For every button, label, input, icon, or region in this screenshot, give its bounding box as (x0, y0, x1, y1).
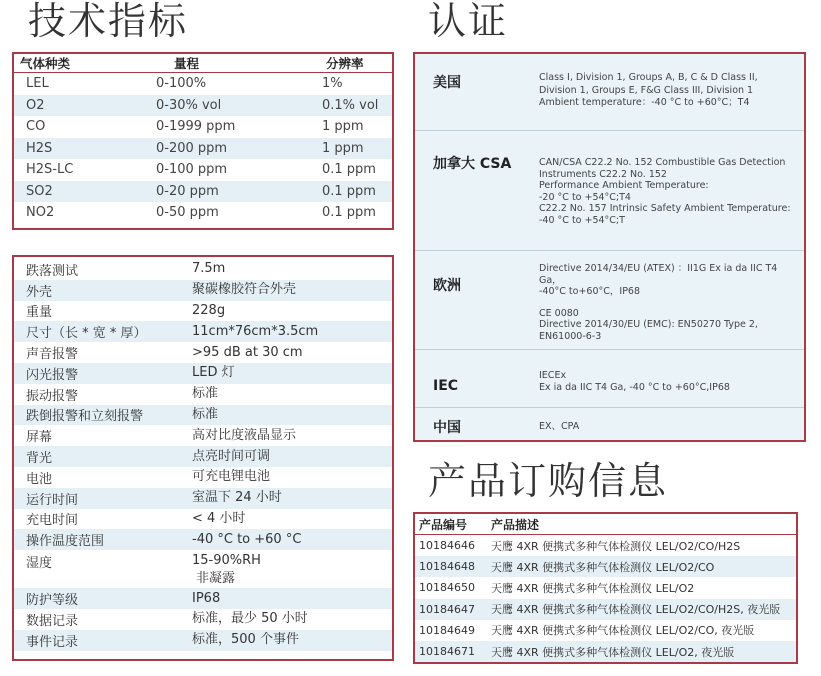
cert-line: CAN/CSA C22.2 No. 152 Combustible Gas Detection (539, 157, 786, 168)
cert-text-iec (539, 370, 794, 393)
gas-range: 0-1999 ppm (156, 119, 236, 135)
cert-row-usa (415, 54, 804, 131)
spec-value: < 4 小时 (192, 510, 246, 526)
gas-range: 0-200 ppm (156, 140, 228, 156)
cert-label-canada: 加拿大 CSA (433, 156, 512, 172)
spec-value: 室温下 24 小时 (192, 490, 282, 506)
cert-label-china: 中国 (433, 420, 461, 436)
cert-row-china (415, 408, 804, 442)
cert-line: Division 1, Groups E, F&G Class III, Division 1 (539, 84, 754, 96)
gas-resolution: 1 ppm (322, 140, 364, 156)
order-header-desc: 产品描述 (491, 517, 540, 532)
table-row (14, 116, 392, 138)
spec-value: 7.5m (192, 261, 226, 277)
order-table (413, 512, 798, 664)
table-row (14, 301, 392, 322)
table-row (14, 446, 392, 467)
table-row (14, 467, 392, 488)
gas-resolution: 1% (322, 76, 343, 92)
table-row (415, 577, 796, 598)
gas-type: CO (26, 119, 46, 135)
specs-heading: 技术指标 (28, 0, 189, 43)
order-header-id: 产品编号 (419, 517, 468, 532)
table-row (415, 556, 796, 577)
spec-key: 湿度 (26, 556, 53, 572)
spec-key: 尺寸（长 * 宽 * 厚） (26, 326, 147, 342)
spec-key: 振动报警 (26, 388, 79, 404)
gas-header-type: 气体种类 (20, 56, 71, 71)
order-id: 10184650 (419, 581, 475, 595)
table-row (14, 280, 392, 301)
order-table-header (415, 514, 796, 535)
spec-value: 11cm*76cm*3.5cm (192, 323, 319, 339)
gas-table-header (14, 54, 392, 73)
spec-value-line1: 15-90%RH (192, 553, 261, 569)
spec-key: 外壳 (26, 284, 53, 300)
cert-row-europe (415, 251, 804, 350)
table-row (14, 181, 392, 203)
gas-range: 0-100% (156, 76, 207, 92)
spec-value: 标准 (192, 406, 219, 422)
gas-type: NO2 (26, 205, 55, 221)
table-row (415, 535, 796, 556)
order-desc: 天鹰 4XR 便携式多种气体检测仪 LEL/O2/CO/H2S, 夜光版 (491, 603, 781, 617)
order-desc: 天鹰 4XR 便携式多种气体检测仪 LEL/O2/CO, 夜光版 (491, 624, 755, 638)
spec-value: 标准 (192, 386, 219, 402)
spec-key: 跌倒报警和立刻报警 (26, 409, 144, 425)
spec-value: 标准，500 个事件 (192, 632, 299, 648)
spec-key: 闪光报警 (26, 367, 79, 383)
gas-range: 0-100 ppm (156, 162, 228, 178)
gas-resolution: 0.1% vol (322, 97, 379, 113)
order-id: 10184649 (419, 623, 475, 637)
spec-key: 防护等级 (26, 593, 79, 609)
cert-line: Directive 2014/30/EU (EMC): EN50270 Type 2, (539, 319, 758, 330)
order-id: 10184647 (419, 602, 475, 616)
spec-value: -40 °C to +60 °C (192, 531, 302, 547)
table-row (14, 138, 392, 160)
cert-line: Instruments C22.2 No. 152 (539, 168, 667, 180)
table-row (14, 609, 392, 630)
spec-table (12, 255, 394, 661)
table-row (14, 159, 392, 181)
spec-value: 聚碳橡胶符合外壳 (192, 282, 297, 298)
spec-key: 数据记录 (26, 613, 79, 629)
table-row (14, 95, 392, 117)
table-row (415, 641, 796, 662)
spec-value: 可充电锂电池 (192, 469, 271, 485)
table-row (14, 529, 392, 550)
cert-line: EX、CPA (539, 421, 580, 432)
spec-key: 跌落测试 (26, 263, 79, 279)
cert-text-china (539, 421, 794, 434)
cert-line: -20 °C to +54°C;T4 (539, 191, 631, 203)
table-row (14, 202, 392, 224)
spec-value: IP68 (192, 590, 221, 606)
table-row (14, 73, 392, 95)
order-desc: 天鹰 4XR 便携式多种气体检测仪 LEL/O2 (491, 581, 695, 595)
gas-header-range: 量程 (174, 56, 200, 71)
order-id: 10184646 (419, 539, 475, 553)
cert-line: Performance Ambient Temperature: (539, 180, 709, 191)
spec-key: 电池 (26, 471, 53, 487)
order-id: 10184648 (419, 560, 475, 574)
spec-key: 声音报警 (26, 347, 79, 363)
spec-key: 事件记录 (26, 634, 79, 650)
table-row (14, 321, 392, 342)
spec-value (180, 552, 392, 588)
spec-key: 操作温度范围 (26, 534, 105, 550)
table-row (14, 425, 392, 446)
spec-key: 重量 (26, 305, 53, 321)
order-desc: 天鹰 4XR 便携式多种气体检测仪 LEL/O2/CO (491, 560, 715, 574)
spec-value: 点亮时间可调 (192, 448, 271, 464)
gas-header-resolution: 分辨率 (326, 56, 364, 71)
spec-key: 充电时间 (26, 513, 79, 529)
gas-resolution: 0.1 ppm (322, 162, 376, 178)
table-row (14, 259, 392, 280)
certification-box (413, 52, 806, 442)
cert-line: -40 °C to +54°C;T (539, 214, 625, 226)
gas-type: H2S-LC (26, 162, 74, 178)
order-heading: 产品订购信息 (428, 459, 669, 503)
gas-type: LEL (26, 76, 49, 92)
cert-line: Ambient temperature：-40 °C to +60°C；T4 (539, 97, 750, 108)
cert-line: Ex ia da IIC T4 Ga, -40 °C to +60°C,IP68 (539, 381, 730, 393)
cert-line: C22.2 No. 157 Intrinsic Safety Ambient Temperature: (539, 203, 791, 214)
gas-type: SO2 (26, 183, 53, 199)
table-row (14, 588, 392, 609)
table-row (415, 620, 796, 641)
certs-heading: 认证 (428, 0, 509, 43)
spec-key: 背光 (26, 451, 53, 467)
order-desc: 天鹰 4XR 便携式多种气体检测仪 LEL/O2/CO/H2S (491, 539, 741, 553)
gas-range: 0-20 ppm (156, 183, 219, 199)
gas-type: H2S (26, 140, 53, 156)
gas-range-table (12, 52, 394, 230)
table-row (14, 630, 392, 651)
spec-value: 228g (192, 302, 226, 318)
cert-label-usa: 美国 (433, 75, 461, 91)
cert-line: EN61000-6-3 (539, 330, 602, 342)
table-row (14, 363, 392, 384)
table-row (14, 550, 392, 588)
spec-value: LED 灯 (192, 365, 235, 381)
table-row (415, 599, 796, 620)
cert-line: Directive 2014/34/EU (ATEX) ：II1G Ex ia da IIC T4 Ga， (539, 263, 778, 286)
table-row (14, 488, 392, 509)
table-row (14, 405, 392, 426)
cert-text-canada (539, 157, 794, 226)
cert-row-iec (415, 350, 804, 408)
spec-value: 高对比度液晶显示 (192, 427, 297, 443)
gas-resolution: 1 ppm (322, 119, 364, 135)
table-row (14, 384, 392, 405)
cert-line: Class I, Division 1, Groups A, B, C & D Class II, (539, 72, 758, 83)
order-desc: 天鹰 4XR 便携式多种气体检测仪 LEL/O2, 夜光版 (491, 645, 735, 659)
cert-line: IECEx (539, 370, 567, 381)
spec-value-line2: 非凝露 (196, 571, 236, 587)
cert-line: CE 0080 (539, 307, 579, 319)
gas-range: 0-50 ppm (156, 205, 219, 221)
gas-range: 0-30% vol (156, 97, 222, 113)
table-row (14, 509, 392, 530)
gas-resolution: 0.1 ppm (322, 183, 376, 199)
cert-label-iec: IEC (433, 378, 459, 394)
cert-text-europe (539, 263, 794, 342)
spec-value: 标准，最少 50 小时 (192, 611, 308, 627)
gas-type: O2 (26, 97, 45, 113)
cert-row-canada (415, 131, 804, 251)
spec-value: >95 dB at 30 cm (192, 344, 303, 360)
spec-key: 屏幕 (26, 430, 53, 446)
cert-label-europe: 欧洲 (433, 278, 461, 294)
cert-line: -40°C to+60°C，IP68 (539, 286, 641, 297)
cert-text-usa (539, 72, 794, 110)
order-id: 10184671 (419, 645, 475, 659)
spec-key: 运行时间 (26, 492, 79, 508)
table-row (14, 342, 392, 363)
gas-resolution: 0.1 ppm (322, 205, 376, 221)
